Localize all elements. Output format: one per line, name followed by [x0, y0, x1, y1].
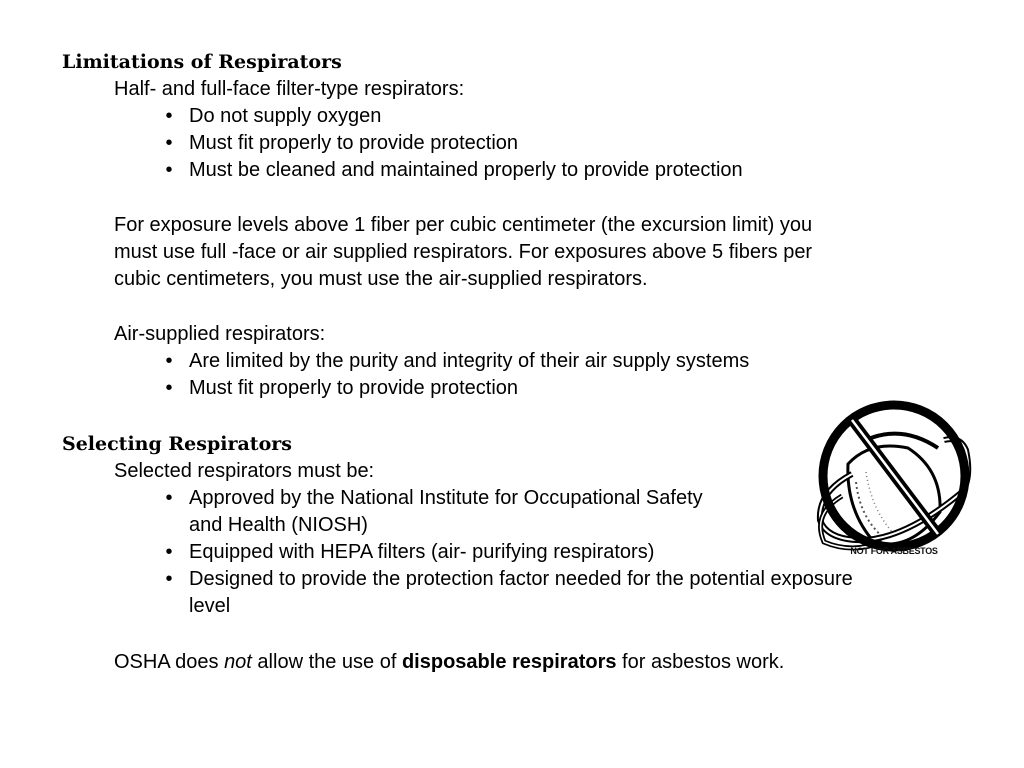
osha-emphasis: not — [224, 651, 252, 673]
graphic-caption: NOT FOR ASBESTOS — [850, 546, 938, 556]
bullet-icon: • — [165, 377, 173, 399]
list-item-text: Do not supply oxygen — [189, 105, 382, 127]
bullet-icon: • — [165, 541, 173, 563]
selected-respirators-intro: Selected respirators must be: — [114, 460, 375, 482]
bullet-icon: • — [165, 105, 173, 127]
list-item-text: Designed to provide the protection factor needed for the potential exposure — [189, 568, 853, 590]
bullet-icon: • — [165, 568, 173, 590]
list-item-text: Must fit properly to provide protection — [189, 377, 519, 399]
osha-strong: disposable respirators — [401, 651, 617, 673]
list-item-text: Equipped with HEPA filters (air- purifying respirators) — [189, 541, 655, 563]
selecting-heading: Selecting Respirators — [62, 433, 292, 455]
bullet-icon: • — [165, 487, 173, 509]
list-item-continuation: and Health (NIOSH) — [189, 514, 368, 536]
list-item-text: Must fit properly to provide protection — [189, 132, 519, 154]
bullet-icon: • — [165, 350, 173, 372]
list-item-text: Must be cleaned and maintained properly to provide protection — [189, 159, 743, 181]
bullet-icon: • — [165, 132, 173, 154]
exposure-line: For exposure levels above 1 fiber per cubic centimeter (the excursion limit) you — [114, 214, 813, 236]
list-item-text: Approved by the National Institute for Occupational Safety — [189, 487, 703, 509]
exposure-line: cubic centimeters, you must use the air-supplied respirators. — [114, 268, 648, 290]
limitations-heading: Limitations of Respirators — [62, 51, 342, 73]
osha-text: OSHA does — [114, 651, 225, 673]
bullet-icon: • — [165, 159, 173, 181]
osha-statement — [114, 649, 784, 676]
osha-text: for asbestos work. — [616, 651, 785, 673]
exposure-paragraph — [114, 212, 934, 293]
osha-text: allow the use of — [251, 651, 402, 673]
list-item-continuation: level — [189, 595, 231, 617]
no-disposable-respirator-icon — [812, 392, 972, 570]
exposure-line: must use full -face or air supplied respirators. For exposures above 5 fibers per — [114, 241, 813, 263]
filter-respirators-intro: Half- and full-face filter-type respirators: — [114, 78, 465, 100]
list-item-text: Are limited by the purity and integrity of their air supply systems — [189, 350, 750, 372]
air-supplied-intro: Air-supplied respirators: — [114, 323, 326, 345]
